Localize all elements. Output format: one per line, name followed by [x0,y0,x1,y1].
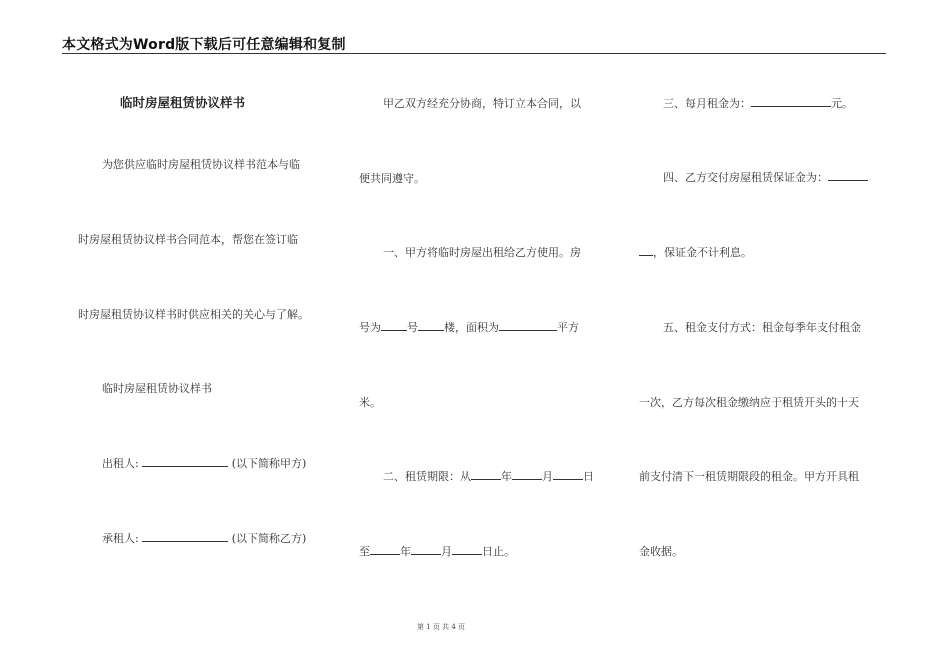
end-year-label: 年 [400,545,411,558]
deposit-label: 四、乙方交付房屋租赁保证金为： [663,171,828,184]
col3-line-6: 前支付清下一租赁期限段的租金。甲方开具租 [639,470,859,483]
start-day-blank[interactable] [553,468,583,480]
lessee-label: 承租人: [102,532,139,545]
term-end-label: 至 [359,545,370,558]
term-start-label: 二、租赁期限：从 [383,470,471,483]
page-number: 第 1 页 共 4 页 [416,623,466,631]
lessor-suffix: (以下简称甲方) [231,457,307,470]
lessee-blank[interactable] [142,530,228,542]
start-month-blank[interactable] [512,468,542,480]
end-month-label: 月 [441,545,452,558]
room-unit-label: 号 [407,321,418,334]
deposit-note: ，保证金不计利息。 [653,246,752,259]
start-month-label: 月 [542,470,553,483]
term-end-line [359,543,515,559]
col2-line-1: 甲乙双方经充分协商，特订立本合同，以 [383,97,581,110]
rent-unit-label: 元。 [831,97,853,110]
intro-line-3: 时房屋租赁协议样书时供应相关的关心与了解。 [78,308,309,321]
lessor-line [102,455,306,471]
building-blank[interactable] [418,319,444,331]
intro-line-2: 时房屋租赁协议样书合同范本，帮您在签订临 [78,233,298,246]
rent-amount-blank[interactable] [751,95,831,107]
lessor-blank[interactable] [142,455,228,467]
rent-line [663,95,853,111]
area-blank[interactable] [499,319,557,331]
col2-line-3: 一、甲方将临时房屋出租给乙方使用。房 [383,246,581,259]
rent-label: 三、每月租金为： [663,97,751,110]
lessor-label: 出租人: [102,457,139,470]
header-notice: 本文格式为Word版下载后可任意编辑和复制 [62,37,346,53]
room-label: 号为 [359,321,381,334]
header-divider [62,53,886,54]
deposit-amount-blank-cont[interactable] [639,244,653,256]
document-title: 临时房屋租赁协议样书 [120,95,246,110]
col2-line-2: 便共同遵守。 [359,172,425,185]
start-day-label: 日 [583,470,594,483]
deposit-line [663,169,868,185]
room-number-blank[interactable] [381,319,407,331]
deposit-amount-blank[interactable] [828,169,868,181]
end-day-label: 日止。 [482,545,515,558]
end-month-blank[interactable] [411,543,441,555]
start-year-label: 年 [501,470,512,483]
end-day-blank[interactable] [452,543,482,555]
deposit-cont-line [639,244,752,260]
col2-line-5: 米。 [359,396,381,409]
lessee-line [102,530,306,546]
lessee-suffix: (以下简称乙方) [231,532,307,545]
room-line [359,319,579,335]
term-start-line [383,468,594,484]
area-unit-label: 平方 [557,321,579,334]
end-year-blank[interactable] [370,543,400,555]
intro-line-1: 为您供应临时房屋租赁协议样书范本与临 [102,158,300,171]
area-label: 楼，面积为 [444,321,499,334]
subtitle: 临时房屋租赁协议样书 [102,382,212,395]
start-year-blank[interactable] [471,468,501,480]
col3-line-4: 五、租金支付方式：租金每季年支付租金 [663,321,861,334]
col3-line-5: 一次，乙方每次租金缴纳应于租赁开头的十天 [639,396,859,409]
col3-line-7: 金收据。 [639,545,683,558]
